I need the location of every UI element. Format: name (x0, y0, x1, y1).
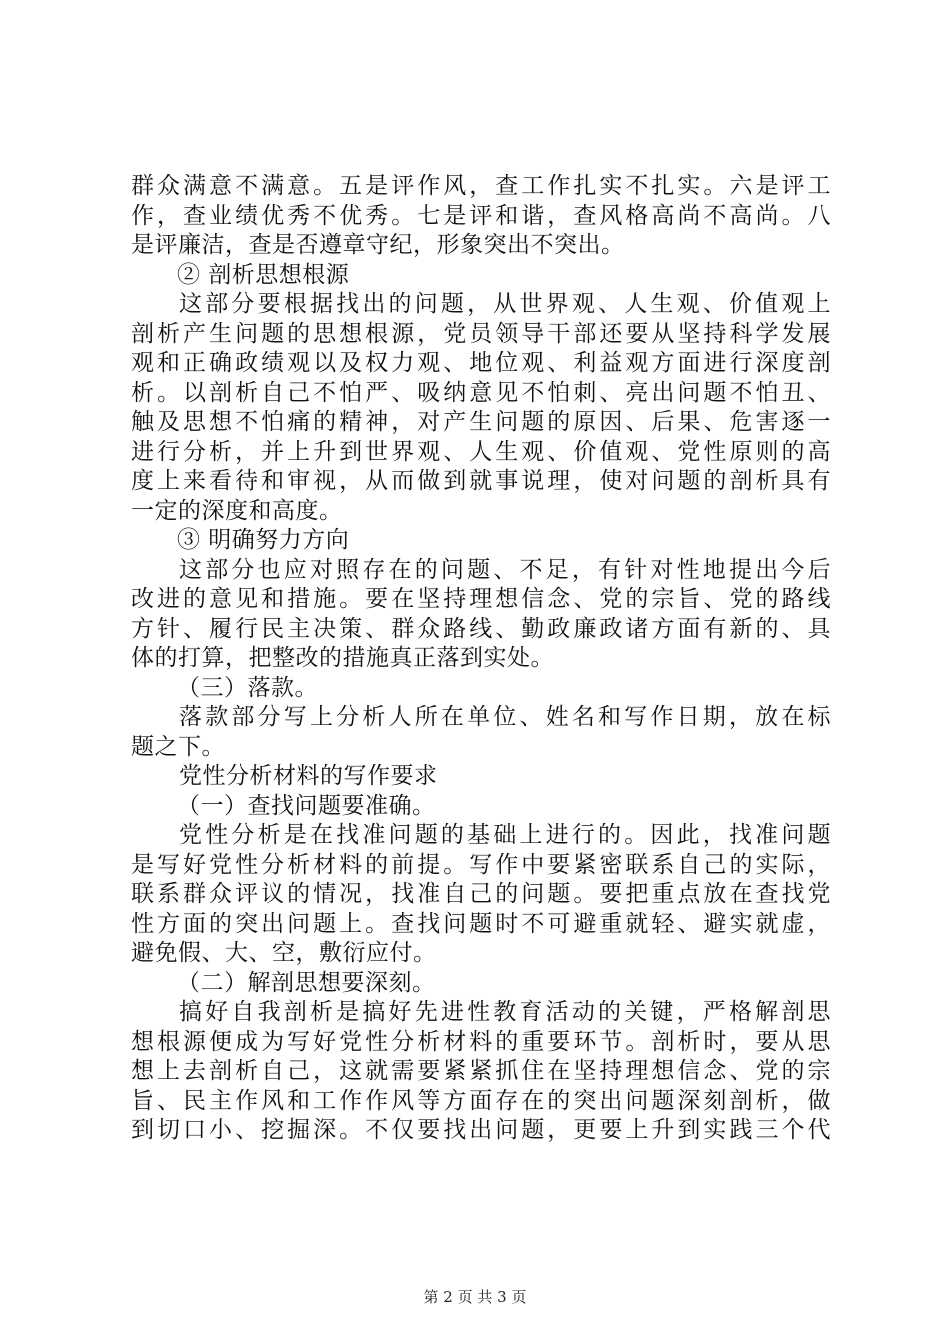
text-line: 性方面的突出问题上。查找问题时不可避重就轻、避实就虚， (131, 910, 831, 937)
text-line: 度上来看待和审视，从而做到就事说理，使对问题的剖析具有 (131, 468, 831, 494)
text-line: 想根源便成为写好党性分析材料的重要环节。剖析时，要从思 (131, 1028, 831, 1055)
text-line: 党性分析是在找准问题的基础上进行的。因此，找准问题 (179, 822, 831, 848)
text-line: 想上去剖析自己，这就需要紧紧抓住在坚持理想信念、党的宗 (131, 1058, 831, 1084)
text-line: 改进的意见和措施。要在坚持理想信念、党的宗旨、党的路线 (131, 586, 831, 612)
text-line: 方针、履行民主决策、群众路线、勤政廉政诸方面有新的、具 (131, 615, 831, 642)
text-line: 搞好自我剖析是搞好先进性教育活动的关键，严格解剖思 (179, 999, 831, 1025)
text-line: 进行分析，并上升到世界观、人生观、价值观、党性原则的高 (131, 438, 831, 465)
document-body (131, 172, 831, 1146)
text-line: 这部分要根据找出的问题，从世界观、人生观、价值观上 (179, 291, 831, 317)
text-line: 落款部分写上分析人所在单位、姓名和写作日期，放在标 (179, 704, 831, 730)
text-line: 旨、民主作风和工作作风等方面存在的突出问题深刻剖析，做 (131, 1087, 831, 1114)
text-line: 是写好党性分析材料的前提。写作中要紧密联系自己的实际， (131, 851, 831, 878)
text-line: 一定的深度和高度。 (131, 497, 343, 524)
page-footer: 第 2 页 共 3 页 (423, 1288, 527, 1306)
text-line: 联系群众评议的情况，找准自己的问题。要把重点放在查找党 (131, 881, 831, 907)
text-line: 避免假、大、空，敷衍应付。 (131, 940, 437, 966)
text-line: （一）查找问题要准确。 (177, 792, 436, 819)
text-line: 到切口小、挖掘深。不仅要找出问题，更要上升到实践三个代 (131, 1117, 831, 1143)
text-line: 党性分析材料的写作要求 (179, 763, 438, 789)
text-line: 作，查业绩优秀不优秀。七是评和谐，查风格高尚不高尚。八 (131, 202, 831, 229)
text-line: 观和正确政绩观以及权力观、地位观、利益观方面进行深度剖 (131, 350, 831, 376)
text-line: 体的打算，把整改的措施真正落到实处。 (131, 645, 554, 671)
text-line: 这部分也应对照存在的问题、不足，有针对性地提出今后 (179, 556, 831, 583)
text-line: ③ 明确努力方向 (177, 527, 350, 553)
text-line: 是评廉洁，查是否遵章守纪，形象突出不突出。 (131, 232, 625, 258)
text-line: （二）解剖思想要深刻。 (177, 969, 436, 996)
text-line: 群众满意不满意。五是评作风，查工作扎实不扎实。六是评工 (131, 173, 831, 199)
text-line: （三）落款。 (177, 674, 318, 701)
text-line: 题之下。 (131, 733, 225, 760)
text-line: ② 剖析思想根源 (177, 261, 350, 288)
text-line: 触及思想不怕痛的精神，对产生问题的原因、后果、危害逐一 (131, 409, 831, 435)
document-page (131, 0, 831, 1344)
text-line: 剖析产生问题的思想根源，党员领导干部还要从坚持科学发展 (131, 320, 831, 347)
text-line: 析。以剖析自己不怕严、吸纳意见不怕刺、亮出问题不怕丑、 (131, 379, 831, 406)
